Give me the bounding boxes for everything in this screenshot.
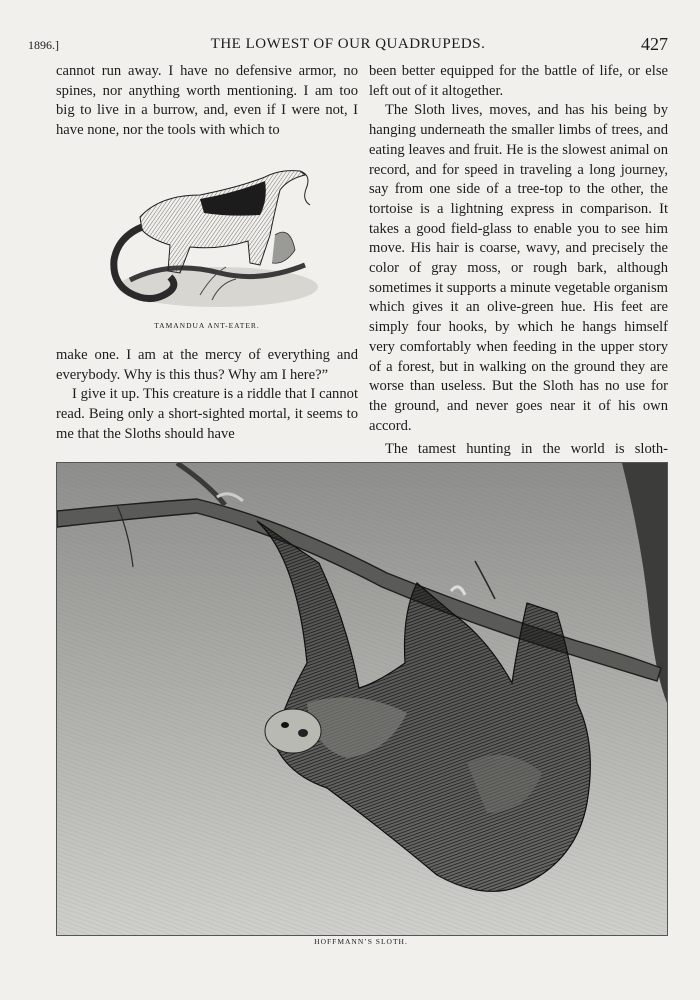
running-title: THE LOWEST OF OUR QUADRUPEDS.	[210, 36, 486, 52]
paragraph: The tamest hunting in the world is sloth-	[385, 441, 668, 458]
paragraph: make one. I am at the mercy of everything and everybody. Why is this thus? Why am I here?”	[56, 347, 358, 383]
paragraph: been better equipped for the battle of life, or else left out of it altogether.	[369, 63, 668, 99]
paragraph: I give it up. This creature is a riddle that I cannot read. Being only a short-sighted mortal, it seems to me that the Sloths should have	[56, 386, 358, 442]
running-header	[28, 36, 668, 56]
tamandua-anteater-illustration	[100, 155, 330, 315]
figure-caption-sloth: HOFFMANN’S SLOTH.	[314, 937, 408, 946]
right-column	[369, 62, 668, 480]
left-column-bottom	[56, 346, 358, 445]
hoffmanns-sloth-illustration	[56, 462, 668, 936]
figure-caption-anteater: TAMANDUA ANT-EATER.	[154, 321, 260, 330]
left-column-top	[56, 62, 358, 141]
header-year: 1896.]	[28, 38, 59, 52]
paragraph: cannot run away. I have no defensive armor, no spines, nor anything worth mentioning. I am too big to live in a burrow, and, even if I were not, I have none, nor the tools with which to	[56, 63, 358, 139]
page-number: 427	[641, 34, 668, 54]
paragraph: The Sloth lives, moves, and has his being by hanging underneath the smaller limbs of trees, and eating leaves and fruit. He is the slowest animal on record, and for speed in traveling a long journey, say from one side of a tree-top to the other, the tortoise is a lightning express in comparison. It takes a good field-glass to enable you to see him move. His hair is coarse, wavy, and precisely the color of gray moss, or rough bark, although sometimes it supports a minute vegetable organism which gives it an olive-green hue. His feet are simply four hooks, by which he hangs himself very comfortably when feeding in the upper story of a forest, but in walking on the ground they are worse than useless. But the Sloth has no use for the ground, and never goes near it of his own accord.	[369, 102, 668, 434]
